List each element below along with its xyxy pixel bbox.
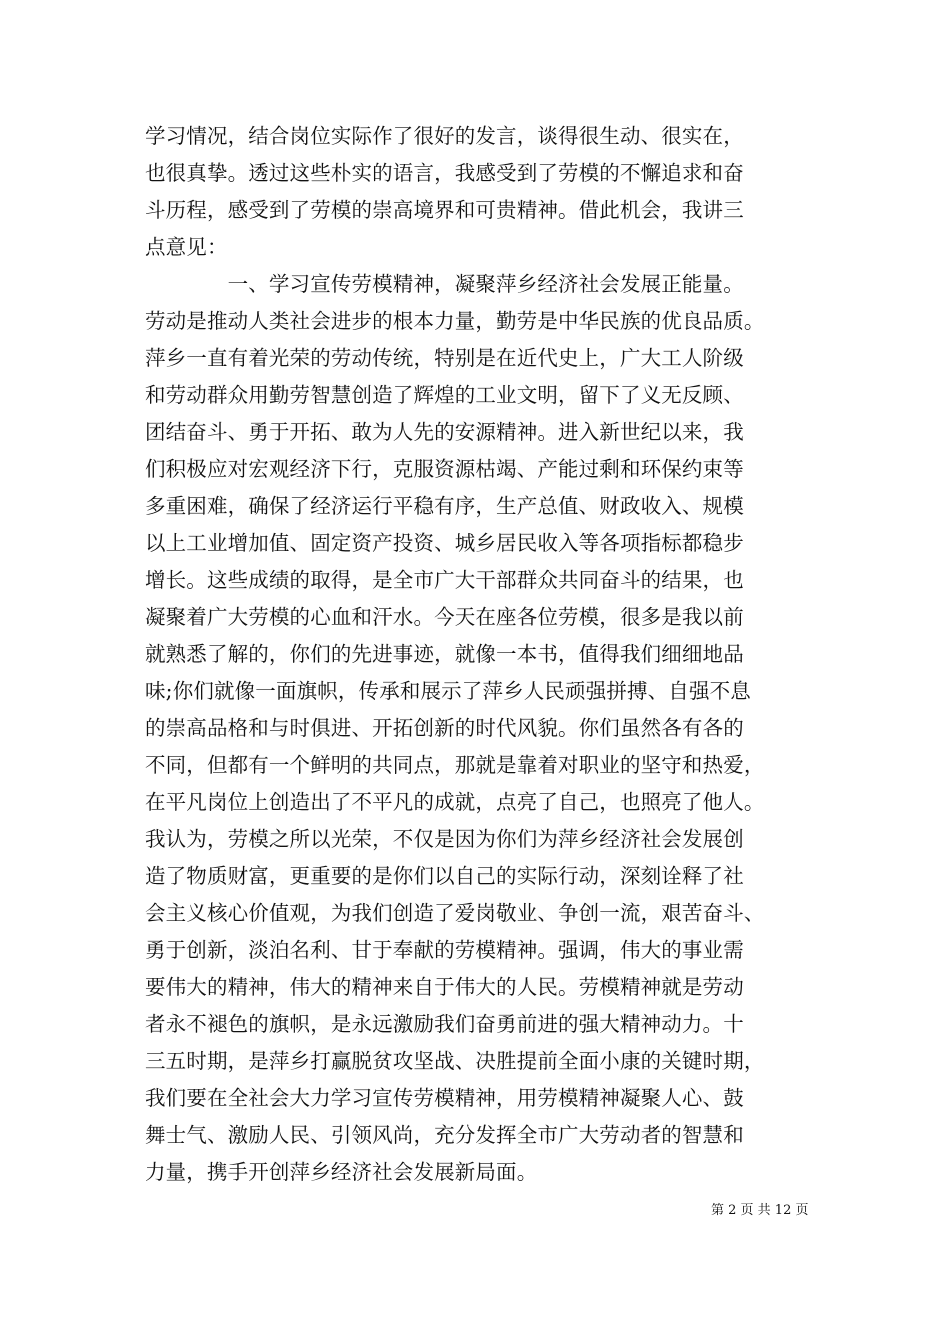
- text-line: 团结奋斗、勇于开拓、敢为人先的安源精神。进入新世纪以来，我: [145, 420, 744, 444]
- text-line: 斗历程，感受到了劳模的崇高境界和可贵精神。借此机会，我讲三: [145, 198, 744, 222]
- text-line: 力量，携手开创萍乡经济社会发展新局面。: [145, 1160, 538, 1184]
- body-text: [145, 118, 810, 1191]
- text-line: 以上工业增加值、固定资产投资、城乡居民收入等各项指标都稳步: [145, 531, 744, 555]
- text-line: 们积极应对宏观经济下行，克服资源枯竭、产能过剩和环保约束等: [145, 457, 744, 481]
- text-line: 会主义核心价值观，为我们创造了爱岗敬业、争创一流，艰苦奋斗、: [145, 901, 765, 925]
- section-heading-line: 一、学习宣传劳模精神，凝聚萍乡经济社会发展正能量。: [145, 272, 744, 296]
- text-line: 我认为，劳模之所以光荣，不仅是因为你们为萍乡经济社会发展创: [145, 827, 744, 851]
- text-line: 点意见：: [145, 235, 228, 259]
- text-line: 在平凡岗位上创造出了不平凡的成就，点亮了自己，也照亮了他人。: [145, 790, 765, 814]
- text-line: 多重困难，确保了经济运行平稳有序，生产总值、财政收入、规模: [145, 494, 744, 518]
- text-line: 也很真挚。透过这些朴实的语言，我感受到了劳模的不懈追求和奋: [145, 161, 744, 185]
- text-line: 勇于创新，淡泊名利、甘于奉献的劳模精神。强调，伟大的事业需: [145, 938, 744, 962]
- text-line: 造了物质财富，更重要的是你们以自己的实际行动，深刻诠释了社: [145, 864, 744, 888]
- text-line: 就熟悉了解的，你们的先进事迹，就像一本书，值得我们细细地品: [145, 642, 744, 666]
- text-line: 萍乡一直有着光荣的劳动传统，特别是在近代史上，广大工人阶级: [145, 346, 744, 370]
- text-line: 我们要在全社会大力学习宣传劳模精神，用劳模精神凝聚人心、鼓: [145, 1086, 744, 1110]
- text-line: 要伟大的精神，伟大的精神来自于伟大的人民。劳模精神就是劳动: [145, 975, 744, 999]
- text-line: 三五时期，是萍乡打赢脱贫攻坚战、决胜提前全面小康的关键时期，: [145, 1049, 765, 1073]
- text-line: 学习情况，结合岗位实际作了很好的发言，谈得很生动、很实在，: [145, 124, 744, 148]
- text-line: 凝聚着广大劳模的心血和汗水。今天在座各位劳模，很多是我以前: [145, 605, 744, 629]
- page-number-footer: 第 2 页 共 12 页: [711, 1203, 809, 1218]
- text-line: 劳动是推动人类社会进步的根本力量，勤劳是中华民族的优良品质。: [145, 309, 765, 333]
- text-line: 味;你们就像一面旗帜，传承和展示了萍乡人民顽强拼搏、自强不息: [145, 679, 751, 703]
- text-line: 不同，但都有一个鲜明的共同点，那就是靠着对职业的坚守和热爱，: [145, 753, 765, 777]
- text-line: 增长。这些成绩的取得，是全市广大干部群众共同奋斗的结果，也: [145, 568, 744, 592]
- text-line: 的崇高品格和与时俱进、开拓创新的时代风貌。你们虽然各有各的: [145, 716, 744, 740]
- text-line: 者永不褪色的旗帜，是永远激励我们奋勇前进的强大精神动力。十: [145, 1012, 744, 1036]
- text-line: 和劳动群众用勤劳智慧创造了辉煌的工业文明，留下了义无反顾、: [145, 383, 744, 407]
- text-line: 舞士气、激励人民、引领风尚，充分发挥全市广大劳动者的智慧和: [145, 1123, 744, 1147]
